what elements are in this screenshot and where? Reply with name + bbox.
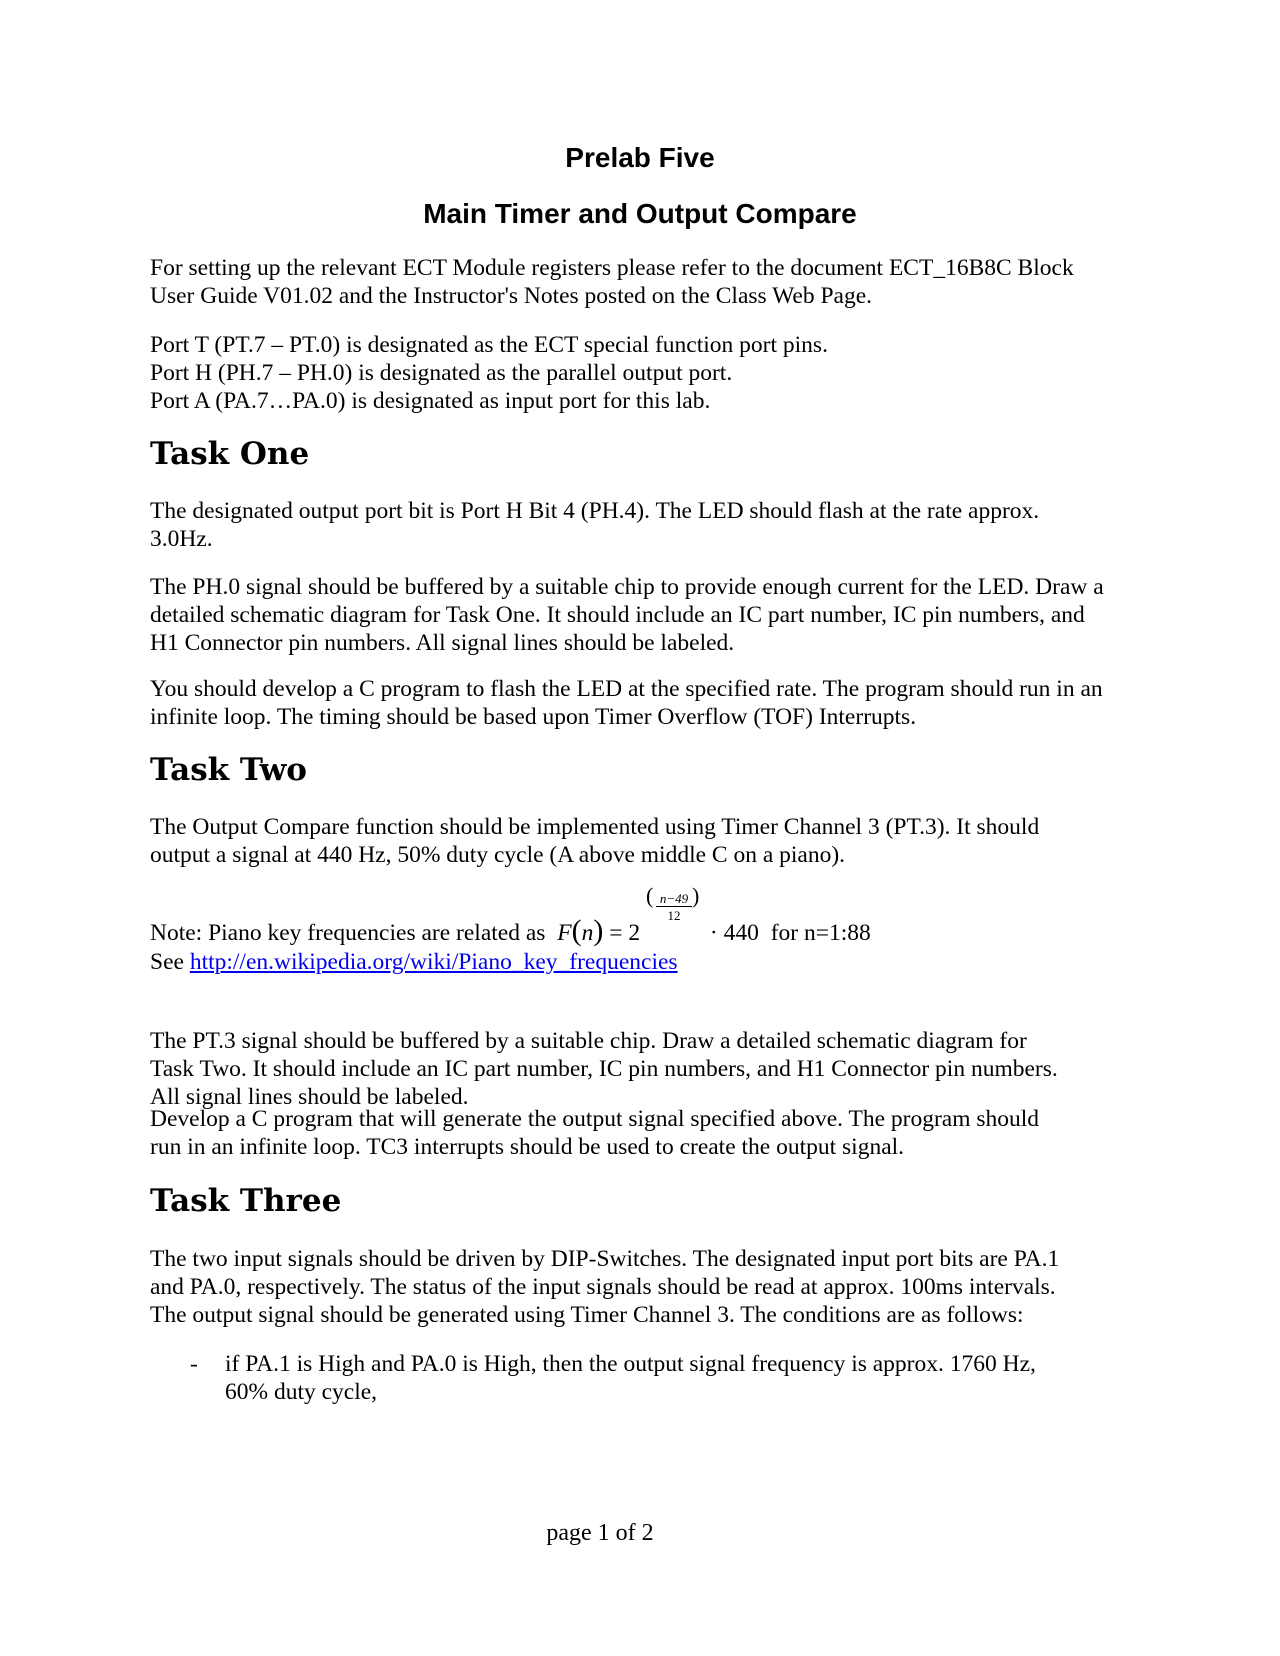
- piano-note-line: [150, 883, 1140, 947]
- text-line: User Guide V01.02 and the Instructor's Notes posted on the Class Web Page.: [150, 283, 873, 309]
- task-two-heading: Task Two: [150, 752, 307, 788]
- text-line: Port T (PT.7 – PT.0) is designated as the ECT special function port pins.: [150, 332, 828, 358]
- text-line: The designated output port bit is Port H Bit 4 (PH.4). The LED should flash at the rate approx.: [150, 498, 1040, 524]
- text-line: The PH.0 signal should be buffered by a suitable chip to provide enough current for the LED. Draw a: [150, 574, 1104, 600]
- page-number: page 1 of 2: [546, 1520, 654, 1546]
- text-line: and PA.0, respectively. The status of the input signals should be read at approx. 100ms intervals.: [150, 1274, 1056, 1300]
- bullet-dash: -: [190, 1351, 198, 1377]
- text-line: The output signal should be generated using Timer Channel 3. The conditions are as follows:: [150, 1302, 1024, 1328]
- text-line: 3.0Hz.: [150, 526, 213, 552]
- intro-paragraph: [150, 254, 1140, 310]
- formula-range: for n=1:88: [770, 920, 871, 946]
- bullet-text: [225, 1350, 1155, 1406]
- document-title: Prelab Five: [565, 142, 715, 173]
- formula-function: F: [557, 920, 572, 946]
- text-line: if PA.1 is High and PA.0 is High, then the output signal frequency is approx. 1760 Hz,: [225, 1351, 1036, 1377]
- condition-list-item: [150, 1350, 1160, 1410]
- text-line: detailed schematic diagram for Task One. It should include an IC part number, IC pin numbers, and: [150, 602, 1085, 628]
- document-subtitle: Main Timer and Output Compare: [423, 198, 857, 229]
- task-two-paragraph-2: [150, 1027, 1140, 1111]
- text-line: Develop a C program that will generate the output signal specified above. The program should: [150, 1106, 1040, 1132]
- task-one-paragraph-2: [150, 573, 1140, 657]
- text-line: The PT.3 signal should be buffered by a suitable chip. Draw a detailed schematic diagram for: [150, 1028, 1027, 1054]
- task-two-paragraph-1: [150, 813, 1140, 869]
- task-one-paragraph-1: [150, 497, 1140, 553]
- text-line: 60% duty cycle,: [225, 1379, 378, 1405]
- formula-equals-base: = 2: [609, 920, 641, 946]
- text-line: H1 Connector pin numbers. All signal lines should be labeled.: [150, 630, 735, 656]
- exponent-numerator: n−49: [656, 891, 692, 907]
- ports-paragraph: [150, 331, 1140, 415]
- task-three-heading: Task Three: [150, 1183, 342, 1219]
- text-line: infinite loop. The timing should be based upon Timer Overflow (TOF) Interrupts.: [150, 704, 917, 730]
- task-three-paragraph-1: [150, 1245, 1140, 1329]
- text-line: Port A (PA.7…PA.0) is designated as input port for this lab.: [150, 388, 711, 414]
- text-line: run in an infinite loop. TC3 interrupts should be used to create the output signal.: [150, 1134, 905, 1160]
- exponent-denominator: 12: [667, 908, 681, 923]
- wikipedia-link[interactable]: http://en.wikipedia.org/wiki/Piano_key_frequencies: [189, 949, 678, 975]
- formula-exponent: ( n−49 12 ): [646, 883, 700, 923]
- task-two-paragraph-3: [150, 1105, 1140, 1161]
- piano-frequency-formula: F(n) = 2 ( n−49 12 ) · 440: [557, 883, 759, 947]
- text-line: The Output Compare function should be implemented using Timer Channel 3 (PT.3). It should: [150, 814, 1040, 840]
- formula-variable: n: [581, 920, 594, 946]
- see-link-line: [150, 948, 1140, 976]
- text-line: output a signal at 440 Hz, 50% duty cycle (A above middle C on a piano).: [150, 842, 846, 868]
- text-line: You should develop a C program to flash the LED at the specified rate. The program should run in an: [150, 676, 1103, 702]
- text-line: Port H (PH.7 – PH.0) is designated as the parallel output port.: [150, 360, 733, 386]
- task-one-heading: Task One: [150, 436, 310, 472]
- note-prefix: Note: Piano key frequencies are related as: [150, 920, 546, 946]
- text-line: The two input signals should be driven by DIP-Switches. The designated input port bits are PA.1: [150, 1246, 1060, 1272]
- see-prefix: See: [150, 949, 184, 975]
- task-one-paragraph-3: [150, 675, 1140, 731]
- text-line: All signal lines should be labeled.: [150, 1084, 469, 1110]
- text-line: Task Two. It should include an IC part number, IC pin numbers, and H1 Connector pin numbers.: [150, 1056, 1058, 1082]
- formula-multiplier: · 440: [709, 920, 759, 946]
- text-line: For setting up the relevant ECT Module registers please refer to the document ECT_16B8C Block: [150, 255, 1074, 281]
